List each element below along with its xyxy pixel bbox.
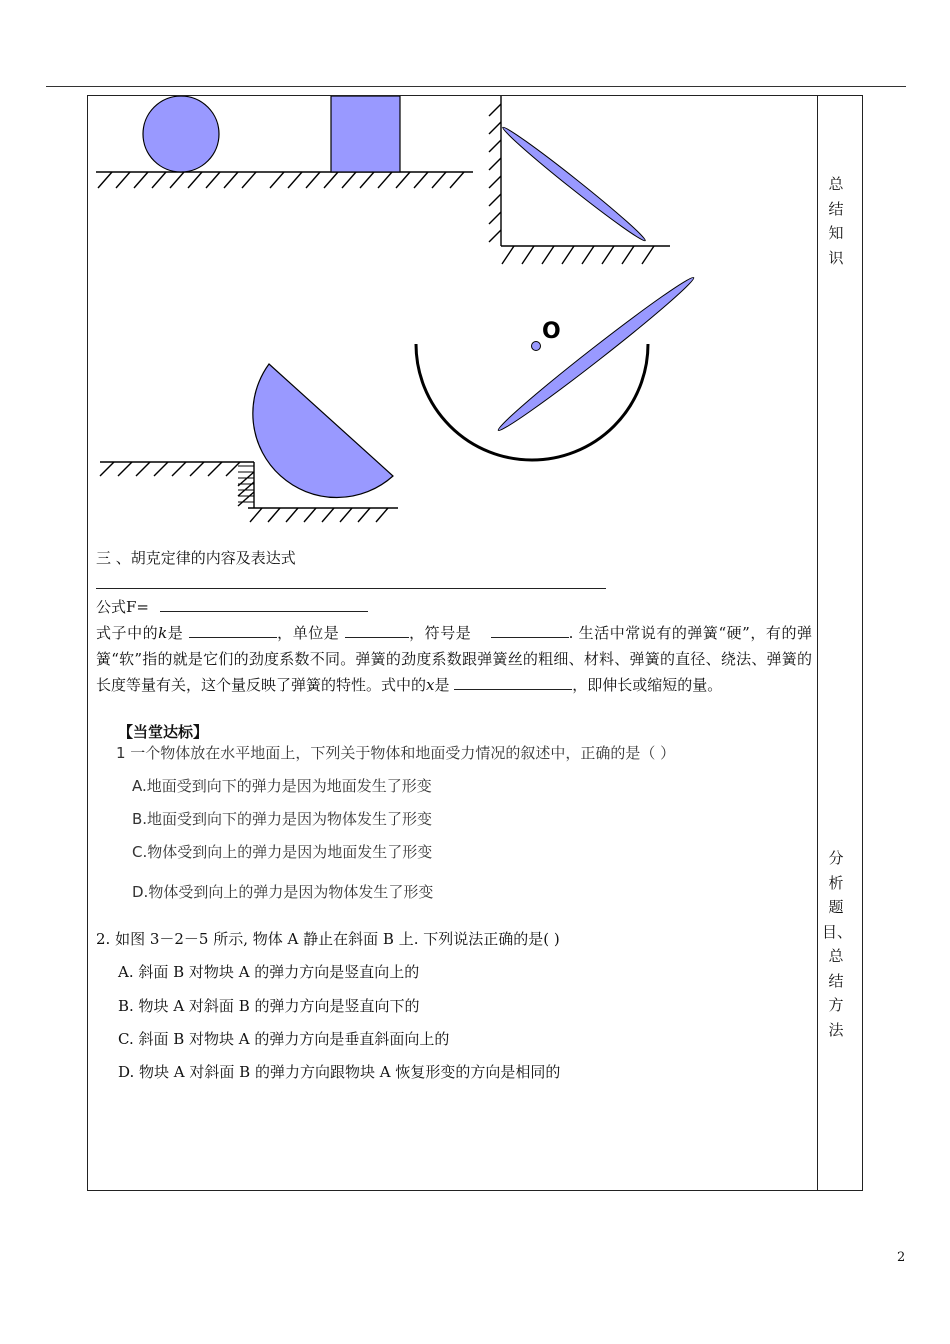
symbol-blank[interactable] (491, 623, 569, 638)
bowl-rod (494, 273, 697, 436)
q1-option-d[interactable]: D.物体受到向上的弹力是因为物体发生了形变 (132, 883, 434, 901)
hooke-answer-line (96, 588, 606, 589)
x-symbol: x (426, 676, 435, 694)
q2-option-d[interactable]: D. 物块 A 对斜面 B 的弹力方向跟物块 A 恢复形变的方向是相同的 (118, 1063, 561, 1081)
q2-option-c[interactable]: C. 斜面 B 对物块 A 的弹力方向是垂直斜面向上的 (118, 1030, 450, 1048)
para-end: ，即伸长或缩短的量。 (572, 676, 723, 694)
formula-blank[interactable] (160, 597, 368, 612)
unit-blank[interactable] (345, 623, 409, 638)
section-three-heading: 三 、胡克定律的内容及表达式 (96, 549, 296, 567)
x-is-label: 是 (434, 676, 450, 694)
para-mid: . 生活中常说有的弹簧“硬”，有的弹簧“软”指的就是它们的劲度系数不同。弹簧的劲度系数跟弹簧丝的粗细、材料、弹簧的直径、绕法、弹簧的长度等量有关，这个量反映了弹簧的特性。式中的 (96, 624, 812, 694)
column-divider (817, 95, 818, 1191)
q2-option-a[interactable]: A. 斜面 B 对物块 A 的弹力方向是竖直向上的 (118, 963, 420, 981)
unit-label: ，单位是 (276, 624, 340, 642)
practice-heading: 【当堂达标】 (118, 723, 209, 741)
side-note-analysis: 分析题目、总结方法 (822, 849, 853, 1039)
formula-line (96, 597, 368, 617)
q1-stem: 1 一个物体放在水平地面上，下列关于物体和地面受力情况的叙述中，正确的是（ ） (116, 744, 676, 762)
formula-label: 公式F= (96, 598, 149, 616)
bowl-center-label: O (542, 319, 561, 344)
bowl-center-point (532, 342, 541, 351)
force-diagrams (88, 96, 808, 526)
q1-option-b[interactable]: B.地面受到向下的弹力是因为物体发生了形变 (132, 810, 433, 828)
hooke-paragraph (96, 620, 812, 698)
block-shape (331, 96, 400, 172)
header-rule (46, 86, 906, 87)
q2-stem: 2. 如图 3－2－5 所示, 物体 A 静止在斜面 B 上. 下列说法正确的是( ) (96, 930, 560, 948)
k-meaning-blank[interactable] (189, 623, 277, 638)
side-note-summary: 总结知识 (828, 175, 844, 267)
ball-shape (143, 96, 219, 172)
q1-option-a[interactable]: A.地面受到向下的弹力是因为地面发生了形变 (132, 777, 432, 795)
para-start: 式子中的 (96, 624, 159, 642)
k-is-label: 是 (167, 624, 184, 642)
ground-1 (96, 172, 473, 188)
q1-option-c[interactable]: C.物体受到向上的弹力是因为地面发生了形变 (132, 843, 433, 861)
x-meaning-blank[interactable] (454, 675, 572, 690)
symbol-label: ，符号是 (408, 624, 472, 642)
step-hatch (238, 466, 254, 502)
half-disc (253, 364, 393, 498)
page-number: 2 (897, 1250, 906, 1265)
leaning-rod (500, 123, 649, 244)
q2-option-b[interactable]: B. 物块 A 对斜面 B 的弹力方向是竖直向下的 (118, 997, 420, 1015)
k-symbol: k (158, 624, 168, 642)
